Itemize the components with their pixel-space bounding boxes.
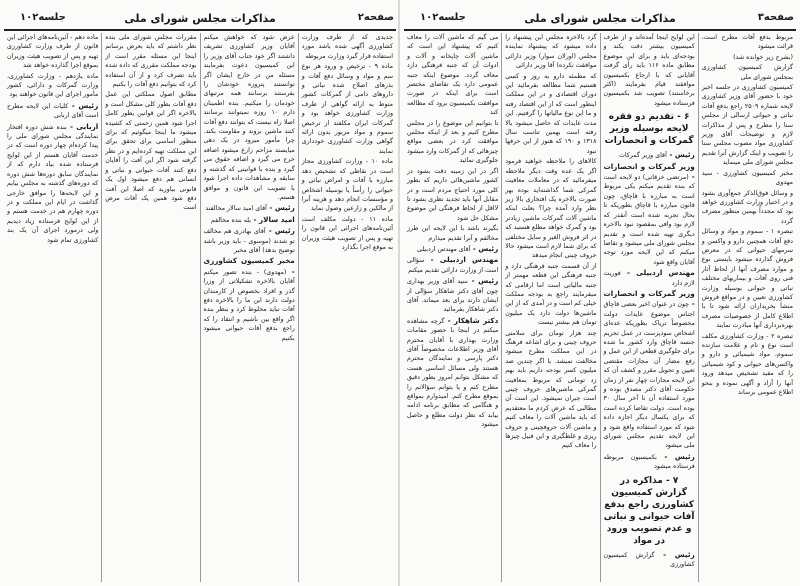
paragraph [505,262,596,328]
left-columns [4,33,396,582]
speaker-name: مهندس اردبیلی - [620,268,695,278]
speaker-name: امید سالار - [251,214,295,224]
paragraph [505,329,596,451]
right-page-title: مذاکرات مجلس شورای ملی [524,12,676,25]
paragraph-text: عرض شود که خواهش میکنم آقایان وزیر کشاورزی تشریف داشتند اگر خود جناب آقای وزیر را این کمیسیون دعوت بفرمایند مسئله من در خارج ایشان اگر توانستند پتروزه خودشان را بفرستند برسانند همه مرتبهای خودمان را میکنیم. بنده اطمینان دارم ۱۰ روزه نمیتوانند برسانند اصلا راه نیست که بتوانند دفع آفات کنند ماشین بروند و مقاومت بکند. چرا مأمور میرود در یک دهی میایستد مزاحم زارع میشود اضافه خرج می گیرد و اضافه حقوق می گیرد و بنده با قوانینی که گذشته و سابقه و مشاهدات داده اجرا شود با تصویب این قانون و موافق هستم. [203,34,295,201]
left-page-header [6,12,394,28]
paragraph-text: اگر در این زمینه دقت بشود در کشور ماشین‌هائی داریم که بطور کلی مورد احتیاج مردم است و در مقابل آنها باید تجدید نظری بشود تا لااقل از لحاظ فرهنگی این موضوع مشکل حل شود [407,167,499,222]
paragraph-text: ماده یازدهم - وزارت کشاورزی، وزارت گمرکات و دارائی، کشور مأمور اجرای این قانون خواهند بود [7,72,99,99]
paragraph [302,157,393,213]
paragraph [7,122,98,245]
paragraph [204,256,295,343]
paragraph [7,101,98,121]
paragraph-text: سؤالی است از وزارت دارائی تقدیم میکنم [407,257,499,274]
paragraph [105,90,196,212]
speaker-name: اربابی - [66,121,99,131]
paragraph-text: (بشرح زیر خوانده شد) [733,53,793,61]
header-rule [4,29,396,31]
paragraph [702,189,793,227]
paragraph-text: فوریت لازم دارد [603,270,695,287]
paragraph-text: بله بنده مخالفم [210,216,251,224]
paragraph [204,33,295,202]
paragraph [702,53,793,62]
paragraph-text: ماده ۱۰ - وزارت کشاورزی مجاز است در نقاطی که تشخیص دهد مبارزه با آفات و امراض نباتی و حیوانی را رأساً یا بوسیله اشخاص و مؤسسات انجام دهد و هزینه آنرا از مالکین و زارعین وصول نماید [301,158,394,213]
paragraph-text: مربوط بدفع آفات مطرح است، قرائت میشود [701,34,793,51]
paragraph [604,33,695,108]
header-rule [404,29,796,31]
paragraph-text: کلیات این لایحه مطرح است آقای اربابی [7,102,99,120]
paragraph-text: گرچه مشاهده میکنم در اینجا با حضور مقامات وزارت بهداری با آقایان محترم آقای وزیر اطلاعات مخصوصاً آقای دکتر پارسی و نمایندگان محترم هستند ولی مسائل اساسی هست که مشکل بتوانم امروز بطور دقیق مطرح کنم و یا بتوانم سؤالاتم را بموقع مطرح کنم. امیدوارم بمواقع و هنگامی که مطابق برنامه ادامه بیابد که نظر دولت مطلع و حاصل میشود [407,317,499,429]
paragraph-text: سید آقای وزیر بهداری چون آقای دکتر شاهکار سؤالی از ایشان دارند برای بعد میماند. آقای دکتر شاهکار بفرمائید [407,278,499,314]
speaker-name: رئیس - [265,226,295,236]
paragraph [407,244,498,254]
column [404,33,501,582]
speaker-name: وزیر گمرکات و انحصارات - [603,161,695,182]
speaker-name: رئیس - [266,203,295,213]
paragraph [407,119,498,166]
paragraph-text: بگیرند باشد با این لایحه این طرز مخالفم و آنرا تقدیم میدارم [407,225,499,242]
paragraph-text: این لوایح اینجا آمده‌اند و از طرف کمیسیون بیشتر دقت بکند و بودجه‌ای باید و برای این موضوع مطابق ماده ۱۱۶ باید رأی گرفت آقایانی که با ارجاع بکمیسیون موافقند قیام بفرمایند (اکثر برخاستند) تصویب شد بکمیسیون فرستاده میشود [603,34,695,107]
paragraph-text: تبصره ۲ - وزارت کشاورزی مکلف است نوع و نام و علامت سازنده سموم، مواد شیمیائی و دارو و واکسن‌های حیوانی و کود شیمیائی را که مفید تشخیص میدهد ورود آنها را آزاد و آگهی نموده و بنحو اطلاع عمومی برساند [701,332,794,397]
paragraph [105,33,196,89]
column [698,33,796,582]
paragraph-text: تبصره ۱ - سموم و مواد و وسائل دفع آفات همچنین دارو و واکسن و سرمهای حیوانی که در معرض فروش گذارده میشود بایستی نوع و موارد مصرف آنها از لحاظ آثار فنی روی آفات و بیماریهای مختلف نباتی و حیوانی بوسیله وزارت کشاورزی تعیین و در مواقع فروش منشأ بخریداران ارائه شود تا با اطلاع کامل از خصوصیات مصرف بهره‌برداری آنها مبادرت نمایند [701,228,793,330]
paragraph-text: مخبر کمیسیون کشاورزی - سید مهدوی [701,169,793,187]
paragraph [407,276,498,315]
speaker-name: رئیس - [68,100,99,110]
right-page [400,0,800,586]
paragraph [407,255,498,275]
paragraph-text: (مهدوی) - بنده تصور میکنم آقایان بالاخره تشکیلاتی از وزرا گذر و افراد بخصوص از کارمندان دولت دارند این ما را بالاخره دفع آفات نباید مخلوط کرد و بنظر بنده اگر واقع بین باشیم و انتقاد را که راجع بدفع آفات حیوانی میشود بکنیم [203,268,295,342]
right-page-header [406,12,794,28]
paragraph-text: آقای وزیر گمرکات [618,152,667,160]
column [4,33,101,582]
paragraph [407,33,498,118]
paragraph [204,203,295,213]
paragraph [302,215,393,253]
paragraph [702,227,793,330]
right-session-label: جلسه۱۰۲ [420,12,466,23]
paragraph [505,72,596,157]
column [101,33,199,582]
paragraph-text: بکمیسیون مربوطه فرستاده میشود [603,453,695,471]
paragraph [302,33,393,61]
paragraph-text: مطابق اصول مملکتی این عمل دفع آفات بطور کلی مشکل است و بالاخره اگر این قوانین بطور کامل اجرا شود همین زحمتی که کشیده میشود ما اینجا میگوئیم که برای منظور اساسی برای تحقق برای این مملکت تهیه کرده‌ایم و در نظر گرفته شود اگر این آفت را آقایان دفع کنند آفات حیوانی و نباتی و انسانی هم دفع میشود اول یک قانونی بیاورید که اصلا این آفت دفع شود همین یک آفات مرض است [105,91,197,212]
speaker-name: مهندس اردبیلی - [424,255,499,265]
paragraph [702,63,793,82]
paragraph-text: که مطمئه دارو به روز و کسی هستیم شما مطالعه بفرمائید این دوران اقتصادی و در این مملکت اینطور است که از این اقتصاد رفته و ما این نوع مالیاتها را گرفتیم. این مدت عایدات که حاصل میشود بالا رفته است بهمین تناسب سال ۱۳۱۸ و ۱۹۰ که هنوز از این حرفها نبود [505,72,597,155]
paragraph [505,157,596,260]
paragraph [604,268,695,288]
paragraph [604,162,695,267]
speaker-name: رئیس - [470,243,499,253]
paragraph [407,316,498,430]
left-session-label: جلسه۱۰۲ [20,12,66,23]
column [298,33,396,582]
paragraph-text: گرد بالاخره مجلس این پیشنهاد را داده میشود که پیشنهاد نماینده مجلس (اورلان سوار) وزیر دارائی موافقت نکرده) آقا وزیر دارائی [505,34,597,70]
paragraph-text: آقای بهادری هم مخالف تو شدند (موسوی - باید وزیر باشد توضیح بدهد) آقای مخبر [203,228,295,254]
paragraph [302,62,393,156]
paragraph-text: گزارش کمیسیون کشاورزی بمجلس شورای ملی [701,64,793,81]
paragraph-text: و وسائل فوق‌الذکر جمع‌آوری بشود و در اختیار وزارت کشاورزی خواهد بود که مجدداً بهمین منظور مصرف گردد [701,189,793,225]
section-heading: ۶ - تقدیم دو فقره لایحه بوسیله وزیر گمرکات و انحصارات [604,112,694,147]
speaker-name: رئیس - [666,150,695,160]
paragraph [407,167,498,223]
paragraph-text: مقررات مجلس شورای ملی بنده نظر داشتم که باید بعرض برسانم اینجا این مسئله مقرر است از بودجه مملکت مقرری که داده شده باید تصرف کرد و از آن استفاده کرد که بتوانیم دفع آفات را بکنیم [105,34,197,89]
paragraph-text: تا بتوانیم این موضوع را در مجلس مطرح کنیم و بعد از اینکه مجلس موافقت کرد در بعضی مواقع چیزهائی که از گمرکات وارد میشود جلوگیری نمائید [407,119,499,165]
section-heading: ۷ - مذاکره در گزارش کمیسیون کشاورزی راجع بدفع آفات حیوانی و نباتی و عدم تصویب ورود در مواد [603,475,695,546]
paragraph-text: از آن قسمت جنبه فرهنگی دارد و جنبه فرهنگی این قطعه مهمتر از جنبه مالیاتی است اما ارقامی که میفرمایند راجع به بودجه مملکت خیلی کم است و در آمدی که از این ماشین‌ها دولت دارد یک میلیون تومان هم بیشتر نیست [505,262,597,327]
paragraph-text: آقای مهندس اردبیلی [416,245,471,253]
speaker-name: رئیس - [654,549,695,559]
right-columns [404,33,796,582]
paragraph-text: کالاهای را ملاحظه خواهید فرمود اگر یک عده وقت دیگر ملاحظه میفرمائید که در معاملات معافیت گمرکی شما گذاشته‌اید بوده بهر صورت بالاخره یک افتخاری بالا زیر نظر وارد آمده چرا؟ بعلت اینکه ماشین آلات گمرکات ماشین زیادتر بود و گمرک خواهد مطلع هستید که در اثر فروش الغیر و سایل مختلفی که برای شما لازم است میشود حالا حروف چینی انجام میدهد [505,158,597,260]
paragraph-text: ماده ۱۱ - دولت مکلف است آئین‌نامه‌های اجرائی این قانون را تهیه و پس از تصویب هیئت وزیران به موقع اجرا بگذارد [301,215,393,251]
paragraph-text: چون در عنوان اخیر بعضی قاچاق اجناس موضوع عایدات دولت مخصوصاً تریاک بطوریکه عده‌ای اشخاص سودپرست در عمل تحریم جنسه قاچاق وارد کشور ما شده برای جلوگیری قطعی از این عمل و رفع مضار آن مجازات مقتضی تعیین و تحویل مقرر و کشف آن که این لایحه مجازات چهار نفر از زمان حکومت آقای دکتر مصدق بوده و مورد استفاده آن تا آخر سال ۳۰ بوده است. دولت تقاضا کرده است که برای یکسال دیگر اجازه داده شود که مورد استفاده واقع شود و این لایحه تقدیم مجلس شورای ملی میشود [603,301,695,450]
paragraph [702,33,793,52]
paragraph-text: آقای امید سالار مخالفند [205,205,267,213]
left-page-number: صفحه۲ [357,12,394,23]
paragraph [7,72,98,100]
paragraph [702,169,793,188]
column [600,33,698,582]
paragraph-text: چند هزار تومان برای سلامتی حروف چینی و برای اشاعه فرهنگ در این مملکت مطرح میشود مخالفت نمیشد. با اگر چندین صد میلیون کسر بودجه داریم باید بهم زد تومانی که مربوط بمعافیت گمرکی ماشین‌های حروف چینی است جبران نمیشود. این است آن مطالبی که عرض کردم ما معتقدیم که باید ماشین آلات را معاف کنیم و ماشین آلات حروفچینی و حروف ریزی و غلطگیری و این قبیل چیزها را معاف کنیم [505,329,597,450]
paragraph [604,289,695,451]
speaker-name: رئیس - [467,276,499,286]
paragraph [204,226,295,255]
paragraph-text: (مرتضی خرقانی) دو لایحه است که بنده تقدیم میکنم یکی مربوط است به مبارزه با قاچاق، چون قانون مبارزه با قاچاق بطوریکه تا بحال تجربه شده است آنقدر که لازم بود وافی بمقصود نبود بالاخره دیگری تهیه شده است و تقدیم مجلس شورای ملی میشود و تقاضا میکنم که این لایحه مورد توجه آقایان واقع شود [603,174,695,266]
paragraph [505,33,596,71]
paragraph-text: می گیم که ماشین آلات را معاف کنیم که پیشنهاد این است که ماشین آلات چاپخانه و آلات و ادوات آن که جنبه فرهنگی دارد معاف گردد. موضوع اینکه جنبه عمومی دارد یک تقاضای مختصر است برای اینکه در صورت موافقت بکمیسیون برود که مطالعه کند [407,34,499,117]
paragraph-text: جدیدی که از طرف وزارت کشاورزی آگهی شده باشد مورد استفاده قرار گیرد وزارت مربوطه [301,34,393,60]
paragraph-text: کمیسیون کشاورزی در جلسه اخیر خود با حضور آقای وزیر کشاورزی لایحه شماره ۲۵۰۹ راجع بدفع آفات نباتی و حیوانی ارسالی از مجلس سنا را مطرح و پس از مذاکرات لازم و توضیحات آقای وزیر کشاورزی مواد مصوب مجلس سنا را تصویب و اینک گزارش آنرا تقدیم مجلس شورای ملی مینماید [701,84,793,167]
paragraph [702,332,793,398]
paragraph [604,150,695,160]
paragraph [204,215,295,225]
column [501,33,599,582]
paragraph-text: ماده ۹ - ترخیص و ورود هر نوع سم و مواد و وسائل دفع آفات و بذرهای اصلاح شده نباتی و داروهای دامی از گمرکات کشور منوط به ارائه گواهی از طرف وزارت کشاورزی خواهد بود و گمرکات ایران مکلفند از ترخیص سموم و مواد مزبور بدون ارائه گواهی وزارت کشاورزی خودداری نمایند [301,63,393,155]
paragraph [604,452,695,472]
paragraph [7,33,98,71]
column [200,33,298,582]
paragraph [604,550,695,570]
speaker-name: مخبر کمیسیون کشاورزی - [203,256,295,276]
right-page-number: صفحه۳ [757,12,794,23]
speaker-name: رئیس - [656,451,695,461]
paragraph-text: بنده شش دوره افتخار نمایندگی مجلس شورای ملی را پیدا کرده‌ام چهار دوره است که در خدمت آقایان هستم از این لوایح فرستاده شده بیاد دارم که از نمایندگان سابق دوره‌ها شش دوره که دوره‌های گذشته به مجلس بیایم و این لایحه‌ها را موافق خارجی گذاشت در ایام این مملکت و در دوره چهارم هم در خدمت هستم و از این لوایح فرستاده زیاد دیدیم ولی درمورد اجرای آن یک بند کشاورزی تمام شود [7,123,99,244]
speaker-name: وزیر گمرکات و انحصارات - [603,288,695,309]
paragraph [702,83,793,168]
paragraph-text: گزارش کمیسیون کشاورزی [603,551,695,569]
left-page-title: مذاکرات مجلس شورای ملی [124,12,276,25]
paragraph [407,224,498,243]
speaker-name: دکتر شاهکار - [444,315,499,325]
paragraph-text: ماده دهم - آئین‌نامه‌های اجرائی این قانون از طرف وزارت کشاورزی تهیه و پس از تصویب هیئت وزیران بموقع اجرا گذارده خواهد شد [7,34,99,70]
